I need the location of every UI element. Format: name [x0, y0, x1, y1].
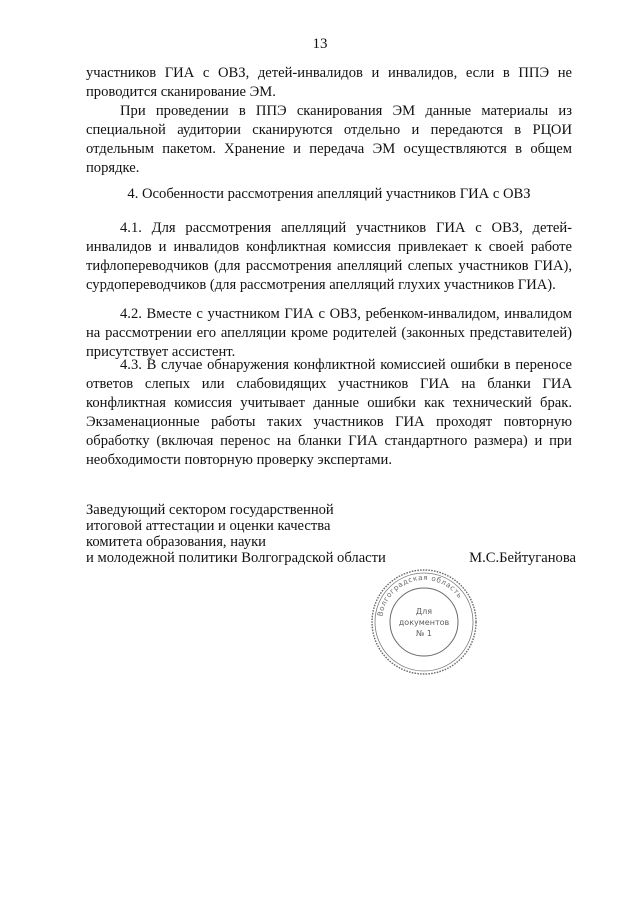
signature-position-line: комитета образования, науки — [86, 534, 266, 550]
section-heading: 4. Особенности рассмотрения апелляций участников ГИА с ОВЗ — [127, 186, 531, 202]
section-item-4-3 — [86, 356, 572, 470]
stamp-center-line: документов — [398, 618, 450, 627]
paragraph-continuation — [86, 64, 572, 102]
paragraph-scanning-text: При проведении в ППЭ сканирования ЭМ данные материалы из специальной аудитории сканируются отдельно и передаются в РЦОИ отдельным пакетом. Хранение и передача ЭМ осуществляются в общем порядке. — [86, 103, 572, 176]
stamp-center-line: № 1 — [416, 629, 432, 638]
signature-position-line: итоговой аттестации и оценки качества — [86, 518, 331, 534]
page-number: 13 — [312, 36, 328, 52]
stamp-outer-text: Волгоградская область — [375, 572, 465, 618]
official-stamp — [368, 566, 480, 678]
signature-position-line: и молодежной политики Волгоградской области — [86, 550, 386, 566]
paragraph-continuation-text: участников ГИА с ОВЗ, детей-инвалидов и инвалидов, если в ППЭ не проводится сканирование ЭМ. — [86, 65, 572, 100]
section-item-text: 4.3. В случае обнаружения конфликтной комиссией ошибки в переносе ответов слепых или слабовидящих участников ГИА на бланки ГИА конфликтная комиссия учитывает данные ошибки как технический брак. Экзаменационные работы таких участников ГИА проходят повторную обработку (включая перенос на бланки ГИА стандартного размера) и при необходимости повторную проверку экспертами. — [86, 357, 572, 468]
paragraph-scanning — [86, 102, 572, 178]
section-item-4-2 — [86, 305, 572, 362]
signatory-name: М.С.Бейтуганова — [469, 550, 576, 566]
section-item-text: 4.2. Вместе с участником ГИА с ОВЗ, ребенком-инвалидом, инвалидом на рассмотрении его апелляции кроме родителей (законных представителей) присутствует ассистент. — [86, 306, 572, 360]
signature-block — [86, 502, 576, 566]
section-item-4-1 — [86, 219, 572, 295]
stamp-center-line: Для — [415, 607, 433, 616]
section-item-text: 4.1. Для рассмотрения апелляций участников ГИА с ОВЗ, детей-инвалидов и инвалидов конфликтная комиссия привлекает к своей работе тифлопереводчиков (для рассмотрения апелляций слепых участников ГИА), сурдопереводчиков (для рассмотрения апелляций глухих участников ГИА). — [86, 220, 572, 293]
signature-position-line: Заведующий сектором государственной — [86, 502, 334, 518]
